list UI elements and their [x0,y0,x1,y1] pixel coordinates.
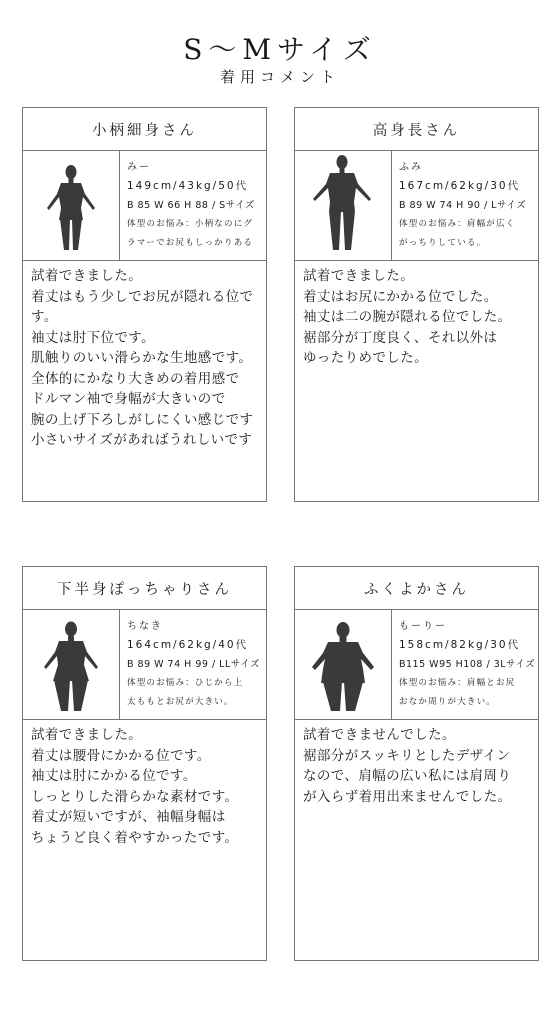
page-subtitle: 着用コメント [219,68,340,86]
profile-section [295,609,538,720]
reviewer-name: みー [127,162,151,173]
body-concern-line: がっちりしている。 [399,238,487,248]
card-heading: 高身長さん [295,108,538,151]
profile-section [23,150,266,261]
comment-line: 全体的にかなり大きめの着用感で [31,370,240,387]
page-title: S～Mサイズ [183,33,377,66]
comment-line: 肌触りのいい滑らかな生地感です。 [31,350,253,366]
reviewer-name: ふみ [399,162,423,173]
profile-info [127,158,262,253]
reviewer-size: B115 W95 H108 / 3Lサイズ [399,659,536,670]
body-concern-line: 体型のお悩み：小柄なのにグ [127,219,254,229]
fitting-comment [31,266,262,451]
card-heading: ふくよかさん [295,567,538,610]
comment-line: ゆったりめでした。 [303,350,428,366]
comment-line: 着丈はもう少しでお尻が隠れる位で [31,288,254,305]
comment-line: す。 [31,309,58,325]
comment-line: が入らず着用出来ませんでした。 [303,788,512,805]
reviewer-stats: 164cm/62kg/40代 [127,639,249,651]
profile-info [399,617,534,712]
comment-line: 小さいサイズがあればうれしいです [31,432,253,448]
fitting-comment [31,725,262,848]
profile-section [23,609,266,720]
comment-line: 試着できませんでした。 [303,727,456,743]
body-concern-line: 太ももとお尻が大きい。 [127,697,234,707]
comment-line: しっとりした滑らかな素材です。 [31,788,239,805]
body-silhouette-icon [23,150,120,260]
profile-section [295,150,538,261]
comment-line: ドルマン袖で身幅が大きいので [31,391,226,407]
profile-info [399,158,534,253]
comment-line: 裾部分がスッキリとしたデザイン [303,747,511,764]
reviewer-stats: 167cm/62kg/30代 [399,180,521,192]
comment-line: 着丈が短いですが、袖幅身幅は [31,809,226,825]
comment-line: 試着できました。 [303,268,415,284]
comment-line: 袖丈は二の腕が隠れる位でした。 [303,309,512,325]
body-concern-line: 体型のお悩み：ひじから上 [127,678,244,688]
body-concern-line: 体型のお悩み：肩幅とお尻 [399,678,516,688]
review-card-tall [294,107,539,502]
reviewer-name: もーりー [399,621,447,632]
comment-line: 着丈は腰骨にかかる位です。 [31,747,211,764]
reviewer-size: B 89 W 74 H 90 / Lサイズ [399,200,527,211]
reviewer-size: B 85 W 66 H 88 / Sサイズ [127,200,255,211]
profile-info [127,617,262,712]
body-silhouette-icon [295,609,392,719]
review-card-plump [294,566,539,961]
reviewer-size: B 89 W 74 H 99 / LLサイズ [127,659,260,670]
body-concern-line: 体型のお悩み：肩幅が広く [399,219,516,229]
body-silhouette-icon [295,150,392,260]
comment-line: 試着できました。 [31,268,143,284]
comment-line: なので、肩幅の広い私には肩周り [303,768,512,784]
comment-line: 腕の上げ下ろしがしにくい感じです [31,411,254,428]
comment-line: 裾部分が丁度良く、それ以外は [303,329,498,346]
reviewer-stats: 149cm/43kg/50代 [127,180,249,192]
comment-line: 袖丈は肘にかかる位です。 [31,768,197,784]
body-silhouette-icon [23,609,120,719]
comment-line: 着丈はお尻にかかる位でした。 [303,288,498,305]
review-card-pear [22,566,267,961]
review-card-petite [22,107,267,502]
reviewer-name: ちなき [127,621,163,632]
card-heading: 小柄細身さん [23,108,266,151]
body-concern-line: ラマーでお尻もしっかりある [127,238,254,248]
body-concern-line: おなか周りが大きい。 [399,697,497,707]
reviewer-stats: 158cm/82kg/30代 [399,639,521,651]
card-heading: 下半身ぽっちゃりさん [23,567,266,610]
fitting-comment [303,725,534,807]
comment-line: 袖丈は肘下位です。 [31,329,156,346]
comment-line: 試着できました。 [31,727,143,743]
comment-line: ちょうど良く着やすかったです。 [31,829,239,846]
fitting-comment [303,266,534,369]
